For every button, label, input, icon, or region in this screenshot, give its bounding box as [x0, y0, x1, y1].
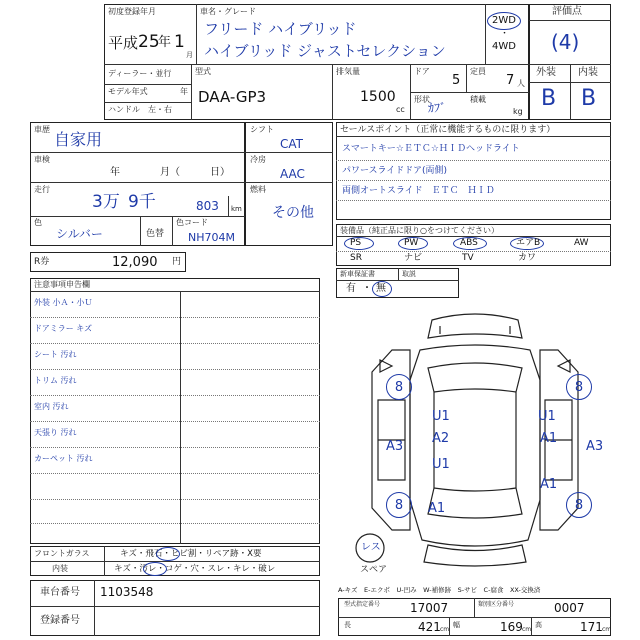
equip-pw: PW: [404, 238, 419, 248]
mark-tire-fr: 8: [566, 374, 592, 400]
width: 169: [500, 620, 523, 634]
spare-label: スペア: [360, 565, 388, 575]
damage-legend: A-キズ E-エクボ U-凹み W-補修跡 S-サビ C-腐食 XX-交換済: [338, 586, 541, 594]
color-code: NH704M: [188, 231, 235, 244]
class-no-label: 類別区分番号: [478, 601, 515, 608]
width-label: 幅: [453, 621, 460, 629]
inspection-label: 車検: [34, 155, 50, 164]
mark-a2-left: A2: [432, 431, 450, 446]
mileage-man: 3万: [92, 192, 120, 212]
inspection-text: 年 月（ 日）: [110, 167, 230, 178]
mark-u1-left-rear: U1: [432, 457, 450, 472]
interior-options: キズ・汚レ・コゲ・穴・スレ・キレ・破レ: [114, 564, 276, 574]
note-6: 天張り 汚れ: [34, 428, 77, 437]
interior-stain-ring: [143, 562, 167, 576]
mileage-sen: 9千: [128, 192, 156, 212]
mark-u1-right-front: U1: [538, 409, 556, 424]
equip-airbag: エアB: [516, 238, 541, 248]
color-label: 色: [34, 218, 42, 227]
model-no: 17007: [410, 601, 449, 615]
sales-point-1: スマートキー☆ＥＴＣ☆ＨＩＤヘッドライト: [342, 144, 520, 154]
reg-month-suffix: 月: [186, 51, 193, 59]
model-year-unit: 年: [180, 87, 188, 96]
car-name: フリード ハイブリッド: [204, 20, 357, 38]
exterior-grade: B: [541, 86, 557, 111]
car-name-label: 車名・グレード: [200, 7, 256, 16]
recycle-label: R券: [34, 257, 50, 267]
recycle-block: [30, 252, 186, 272]
windshield-options: キズ・飛石・ヒビ割・リペア跡・X要: [120, 549, 262, 559]
first-reg-label: 初度登録年月: [108, 7, 156, 16]
interior-label: 内装: [578, 67, 598, 78]
recycle-amount: 12,090: [112, 255, 158, 270]
sales-point-3: 両側オートスライド ＥＴＣ ＨＩＤ: [342, 186, 495, 196]
length: 421: [418, 620, 441, 634]
exterior-label: 外装: [536, 67, 556, 78]
windshield-label: フロントガラス: [34, 549, 90, 558]
note-7: カーペット 汚れ: [34, 454, 93, 463]
usage-label: 車歴: [34, 125, 50, 134]
doors: 5: [452, 73, 461, 88]
mark-a1-right-rear: A1: [540, 477, 558, 492]
dealer-label: ディーラー・並行: [108, 69, 172, 78]
height: 171: [580, 620, 603, 634]
note-4: トリム 汚れ: [34, 376, 77, 385]
drive-2wd: 2WD: [492, 15, 516, 26]
capacity: 7: [506, 73, 515, 88]
equip-tv: TV: [462, 253, 474, 263]
height-unit: cm: [602, 626, 612, 633]
aircon: AAC: [280, 167, 305, 181]
displacement-label: 排気量: [336, 67, 360, 76]
equip-navi: ナビ: [404, 253, 423, 263]
drive-sep: ・: [500, 29, 510, 39]
drive-4wd: 4WD: [492, 41, 516, 52]
handle-label: ハンドル 左・右: [108, 105, 172, 114]
shift-label: シフト: [250, 125, 274, 134]
aircon-label: 冷房: [250, 155, 266, 164]
mileage-label: 走行: [34, 185, 50, 194]
height-label: 高: [535, 621, 542, 629]
displacement: 1500: [360, 89, 396, 105]
shape: ｶﾌﾞ: [428, 101, 447, 115]
mark-tire-fl: 8: [386, 374, 412, 400]
shape-label: 形状: [414, 95, 430, 104]
class-no: 0007: [554, 601, 585, 615]
notes-title: 注意事項申告欄: [34, 280, 90, 289]
note-3: シート 汚れ: [34, 350, 77, 359]
equip-leather: カワ: [518, 253, 537, 263]
score-label: 評価点: [552, 6, 582, 17]
fuel-label: 燃料: [250, 185, 266, 194]
color-code-label: 色コード: [176, 218, 208, 227]
load-unit: kg: [513, 107, 523, 116]
equip-sr: SR: [350, 253, 362, 263]
mark-u1-left-front: U1: [432, 409, 450, 424]
era: 平成: [108, 34, 139, 52]
load-label: 積載: [470, 95, 486, 104]
warranty-none: 無: [376, 283, 386, 294]
model-year-label: モデル年式: [108, 87, 148, 96]
chassis-label: 車台番号: [40, 587, 80, 598]
model-type: DAA-GP3: [198, 88, 267, 106]
mileage-rest: 803: [196, 199, 219, 213]
reg-label: 登録番号: [40, 615, 80, 626]
reg-year: 25: [138, 32, 160, 52]
note-1: 外装 小Ａ・小Ｕ: [34, 298, 93, 307]
warranty-sep: ・: [362, 283, 372, 294]
spare-mark: レス: [361, 542, 381, 553]
displacement-unit: cc: [396, 105, 405, 114]
equip-abs: ABS: [460, 238, 478, 248]
color-change-label: 色替: [146, 229, 165, 239]
grade: ハイブリッド ジャストセレクション: [204, 42, 446, 60]
mark-tire-rl: 8: [386, 492, 412, 518]
length-unit: cm: [440, 626, 450, 633]
recycle-unit: 円: [172, 257, 182, 267]
interior-grade: B: [581, 86, 597, 111]
warranty-none-ring: [372, 281, 392, 297]
equip-ps: PS: [350, 238, 362, 248]
color: シルバー: [56, 227, 103, 241]
model-no-label: 型式指定番号: [344, 601, 381, 608]
shift: CAT: [280, 137, 303, 151]
warranty-label: 新車保証書: [340, 270, 375, 278]
mark-a3-left: A3: [386, 439, 404, 454]
note-2: ドアミラー キズ: [34, 324, 93, 333]
doors-label: ドア: [414, 67, 430, 76]
mark-a1-right: A1: [540, 431, 558, 446]
length-label: 長: [344, 621, 351, 629]
windshield-chip-ring: [156, 547, 180, 561]
width-unit: cm: [522, 626, 532, 633]
sales-points-title: セールスポイント（正常に機能するものに限ります）: [340, 125, 556, 135]
note-5: 室内 汚れ: [34, 402, 69, 411]
fuel: その他: [272, 205, 314, 221]
score-value: (4): [551, 30, 580, 54]
equipment-title: 装備品（純正品に限り○をつけてください）: [340, 226, 499, 235]
capacity-label: 定員: [470, 67, 486, 76]
reg-month: 1: [174, 32, 185, 52]
equip-aw: AW: [574, 238, 589, 248]
capacity-unit: 人: [517, 79, 525, 88]
mark-a1-left-rear: A1: [428, 501, 446, 516]
mark-a3-right: A3: [586, 439, 604, 454]
mark-tire-rr: 8: [566, 492, 592, 518]
usage: 自家用: [54, 130, 103, 149]
warranty-have: 有: [346, 283, 356, 294]
model-type-label: 型式: [195, 67, 211, 76]
interior-cond-label: 内装: [52, 564, 68, 573]
sales-point-2: パワースライドドア(両側): [342, 166, 448, 176]
mileage-unit: km: [231, 205, 242, 213]
reg-year-suffix: 年: [158, 35, 172, 50]
manual-label: 取説: [402, 270, 416, 278]
chassis-number: 1103548: [100, 585, 154, 599]
